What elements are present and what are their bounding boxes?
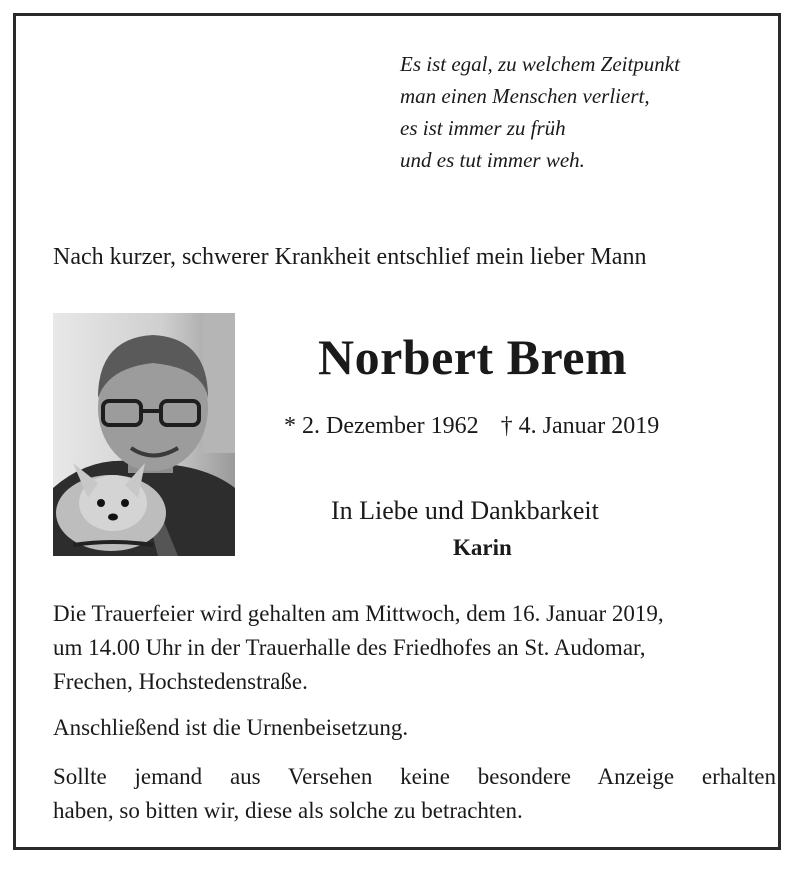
quote-line: und es tut immer weh. <box>400 148 585 172</box>
intro-text: Nach kurzer, schwerer Krankheit entschlief mein lieber Mann <box>53 244 647 270</box>
deceased-name: Norbert Brem <box>318 329 628 385</box>
burial-line: Anschließend ist die Urnenbeisetzung. <box>53 715 409 740</box>
portrait-image <box>53 313 235 556</box>
death-date: † 4. Januar 2019 <box>500 413 660 439</box>
service-line: Frechen, Hochstedenstraße. <box>53 669 308 694</box>
notice-line: haben, so bitten wir, diese als solche zu betrachten. <box>53 798 523 823</box>
service-line: Die Trauerfeier wird gehalten am Mittwoch, dem 16. Januar 2019, <box>53 601 664 626</box>
service-line: um 14.00 Uhr in der Trauerhalle des Friedhofes an St. Audomar, <box>53 635 646 660</box>
quote-line: man einen Menschen verliert, <box>400 84 650 108</box>
quote-line: Es ist egal, zu welchem Zeitpunkt <box>400 52 680 76</box>
burial-note <box>53 711 776 745</box>
life-dates <box>284 413 659 440</box>
notice-line: Sollte jemand aus Versehen keine besondere Anzeige erhalten <box>53 764 776 789</box>
service-details <box>53 597 776 699</box>
quote-line: es ist immer zu früh <box>400 116 566 140</box>
closing-phrase: In Liebe und Dankbarkeit <box>331 496 599 525</box>
portrait-photo <box>53 313 235 556</box>
notice-text <box>53 760 776 828</box>
memorial-quote <box>400 48 680 176</box>
signer-name: Karin <box>453 535 512 560</box>
birth-date: * 2. Dezember 1962 <box>284 413 479 439</box>
